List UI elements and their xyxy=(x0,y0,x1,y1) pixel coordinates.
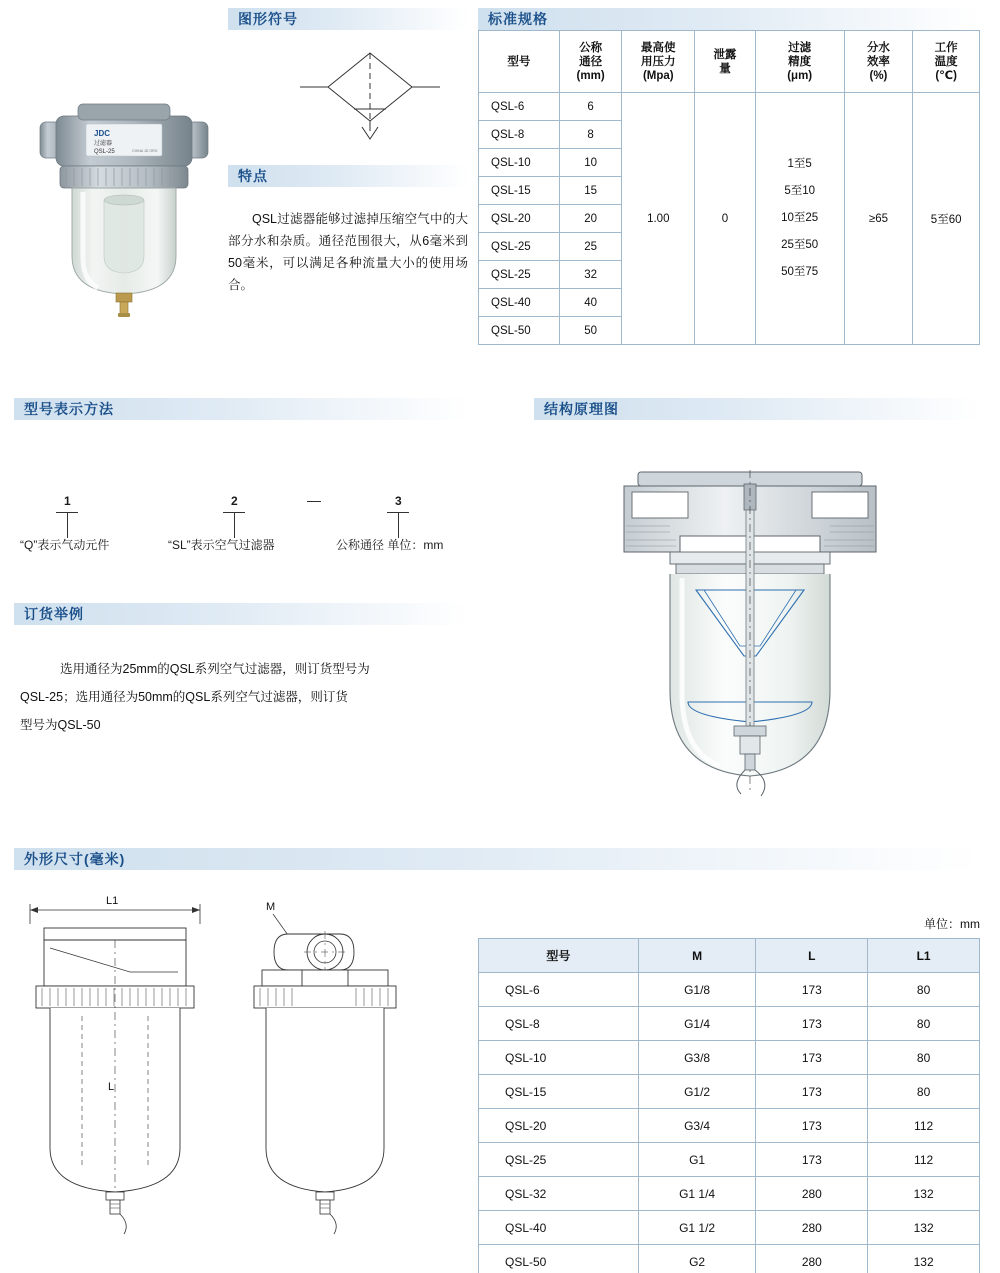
graphic-symbol-diagram xyxy=(290,35,450,145)
table-row xyxy=(479,1143,980,1177)
cell-model: QSL-6 xyxy=(479,93,560,121)
feature-description xyxy=(228,208,468,296)
cell-leakage: 0 xyxy=(695,93,756,345)
specification-table xyxy=(478,30,980,345)
dim-col-l1: L1 xyxy=(868,939,980,973)
cell-l1: 132 xyxy=(868,1211,980,1245)
structure-section-title: 结构原理图 xyxy=(544,401,619,417)
cell-accuracy: 1至5 5至10 10至25 25至50 50至75 xyxy=(755,93,844,345)
naming-line-2 xyxy=(234,512,235,538)
cell-l: 173 xyxy=(756,1143,868,1177)
symbol-section-title: 图形符号 xyxy=(238,11,298,27)
table-row xyxy=(479,1007,980,1041)
cell-bore: 25 xyxy=(559,233,622,261)
cell-m: G1/2 xyxy=(638,1075,756,1109)
cell-model: QSL-25 xyxy=(479,233,560,261)
table-row xyxy=(479,1177,980,1211)
cell-m: G1/4 xyxy=(638,1007,756,1041)
order-line-1: 选用通径为25mm的QSL系列空气过滤器，则订货型号为 xyxy=(60,662,370,676)
cell-l1: 80 xyxy=(868,1007,980,1041)
cell-m: G3/8 xyxy=(638,1041,756,1075)
order-section-title: 订货举例 xyxy=(24,606,84,622)
naming-section-bar xyxy=(14,398,469,420)
cell-bore: 6 xyxy=(559,93,622,121)
cell-bore: 15 xyxy=(559,177,622,205)
cell-model: QSL-10 xyxy=(479,1041,639,1075)
table-header-row xyxy=(479,31,980,93)
cell-temperature: 5至60 xyxy=(913,93,980,345)
cell-model: QSL-15 xyxy=(479,177,560,205)
spec-col-water-separation: 分水 效率 (%) xyxy=(844,31,913,93)
naming-label-1: “Q”表示气动元件 xyxy=(20,538,110,552)
table-row xyxy=(479,1041,980,1075)
cell-m: G1 1/2 xyxy=(638,1211,756,1245)
cell-m: G1 1/4 xyxy=(638,1177,756,1211)
cell-l1: 132 xyxy=(868,1245,980,1273)
feature-paragraph: QSL过滤器能够过滤掉压缩空气中的大部分水和杂质。通径范围很大，从6毫米到50毫米，可以满足各种流量大小的使用场合。 xyxy=(228,212,468,292)
cell-bore: 10 xyxy=(559,149,622,177)
cell-model: QSL-25 xyxy=(479,1143,639,1177)
cell-l: 173 xyxy=(756,1041,868,1075)
cell-model: QSL-10 xyxy=(479,149,560,177)
dimension-unit-note: 单位：mm xyxy=(924,917,980,931)
cell-bore: 32 xyxy=(559,261,622,289)
dimension-drawings xyxy=(10,890,470,1260)
cell-m: G3/4 xyxy=(638,1109,756,1143)
cell-m: G1 xyxy=(638,1143,756,1177)
dimension-section-bar xyxy=(14,848,980,870)
order-line-2: QSL-25；选用通径为50mm的QSL系列空气过滤器，则订货 xyxy=(20,690,348,704)
naming-mark-1: 1 xyxy=(64,494,71,508)
naming-line-3 xyxy=(398,512,399,538)
svg-text:L1: L1 xyxy=(106,895,119,907)
svg-text:M: M xyxy=(266,901,276,913)
structure-principle-diagram xyxy=(520,440,980,820)
svg-text:L: L xyxy=(108,1081,115,1093)
cell-model: QSL-20 xyxy=(479,1109,639,1143)
spec-col-leakage: 泄露 量 xyxy=(695,31,756,93)
svg-text:QSL-25: QSL-25 xyxy=(94,149,115,155)
cell-l1: 112 xyxy=(868,1109,980,1143)
spec-col-temperature: 工作 温度 (℃) xyxy=(913,31,980,93)
symbol-section-bar xyxy=(228,8,468,30)
table-row xyxy=(479,1109,980,1143)
cell-m: G1/8 xyxy=(638,973,756,1007)
model-naming-diagram xyxy=(20,440,470,550)
naming-dash: — xyxy=(307,492,321,508)
cell-model: QSL-40 xyxy=(479,289,560,317)
feature-section-bar xyxy=(228,165,468,187)
cell-model: QSL-20 xyxy=(479,205,560,233)
cell-l: 173 xyxy=(756,1109,868,1143)
naming-line-1 xyxy=(67,512,68,538)
cell-bore: 8 xyxy=(559,121,622,149)
cell-bore: 40 xyxy=(559,289,622,317)
cell-model: QSL-25 xyxy=(479,261,560,289)
cell-l: 280 xyxy=(756,1177,868,1211)
svg-text:CHINA JD ORG: CHINA JD ORG xyxy=(132,149,158,153)
cell-l1: 80 xyxy=(868,973,980,1007)
cell-model: QSL-15 xyxy=(479,1075,639,1109)
cell-model: QSL-40 xyxy=(479,1211,639,1245)
cell-l: 173 xyxy=(756,973,868,1007)
dimension-section-title: 外形尺寸(毫米) xyxy=(24,851,126,867)
naming-label-3: 公称通径 单位：mm xyxy=(336,538,444,552)
table-row xyxy=(479,973,980,1007)
table-row xyxy=(479,1211,980,1245)
cell-l1: 80 xyxy=(868,1075,980,1109)
naming-section-title: 型号表示方法 xyxy=(24,401,114,417)
naming-mark-2: 2 xyxy=(231,494,238,508)
cell-model: QSL-50 xyxy=(479,317,560,345)
cell-bore: 50 xyxy=(559,317,622,345)
table-row xyxy=(479,93,980,121)
cell-model: QSL-8 xyxy=(479,1007,639,1041)
order-line-3: 型号为QSL-50 xyxy=(20,718,101,732)
cell-water-separation: ≥65 xyxy=(844,93,913,345)
cell-l1: 80 xyxy=(868,1041,980,1075)
table-row xyxy=(479,1245,980,1273)
svg-text:JDC: JDC xyxy=(94,129,111,138)
feature-section-title: 特点 xyxy=(238,168,268,184)
spec-section-title: 标准规格 xyxy=(488,11,548,27)
cell-model: QSL-50 xyxy=(479,1245,639,1273)
dim-col-l: L xyxy=(756,939,868,973)
cell-l: 173 xyxy=(756,1075,868,1109)
spec-section-bar xyxy=(478,8,980,30)
order-example-text xyxy=(20,655,460,739)
product-photo xyxy=(20,60,230,320)
dimension-table xyxy=(478,938,980,1273)
order-section-bar xyxy=(14,603,469,625)
cell-pressure: 1.00 xyxy=(622,93,695,345)
spec-col-model: 型号 xyxy=(479,31,560,93)
table-row xyxy=(479,1075,980,1109)
cell-l: 280 xyxy=(756,1245,868,1273)
table-header-row xyxy=(479,939,980,973)
cell-l1: 132 xyxy=(868,1177,980,1211)
spec-col-pressure: 最高使 用压力 (Mpa) xyxy=(622,31,695,93)
cell-l1: 112 xyxy=(868,1143,980,1177)
naming-label-2: “SL”表示空气过滤器 xyxy=(168,538,275,552)
structure-section-bar xyxy=(534,398,980,420)
cell-model: QSL-32 xyxy=(479,1177,639,1211)
svg-text:过滤器: 过滤器 xyxy=(94,141,113,147)
spec-col-accuracy: 过滤 精度 (μm) xyxy=(755,31,844,93)
spec-col-bore: 公称 通径 (mm) xyxy=(559,31,622,93)
cell-l: 280 xyxy=(756,1211,868,1245)
dim-col-model: 型号 xyxy=(479,939,639,973)
dim-col-m: M xyxy=(638,939,756,973)
cell-model: QSL-6 xyxy=(479,973,639,1007)
cell-l: 173 xyxy=(756,1007,868,1041)
cell-m: G2 xyxy=(638,1245,756,1273)
cell-model: QSL-8 xyxy=(479,121,560,149)
cell-bore: 20 xyxy=(559,205,622,233)
naming-mark-3: 3 xyxy=(395,494,402,508)
